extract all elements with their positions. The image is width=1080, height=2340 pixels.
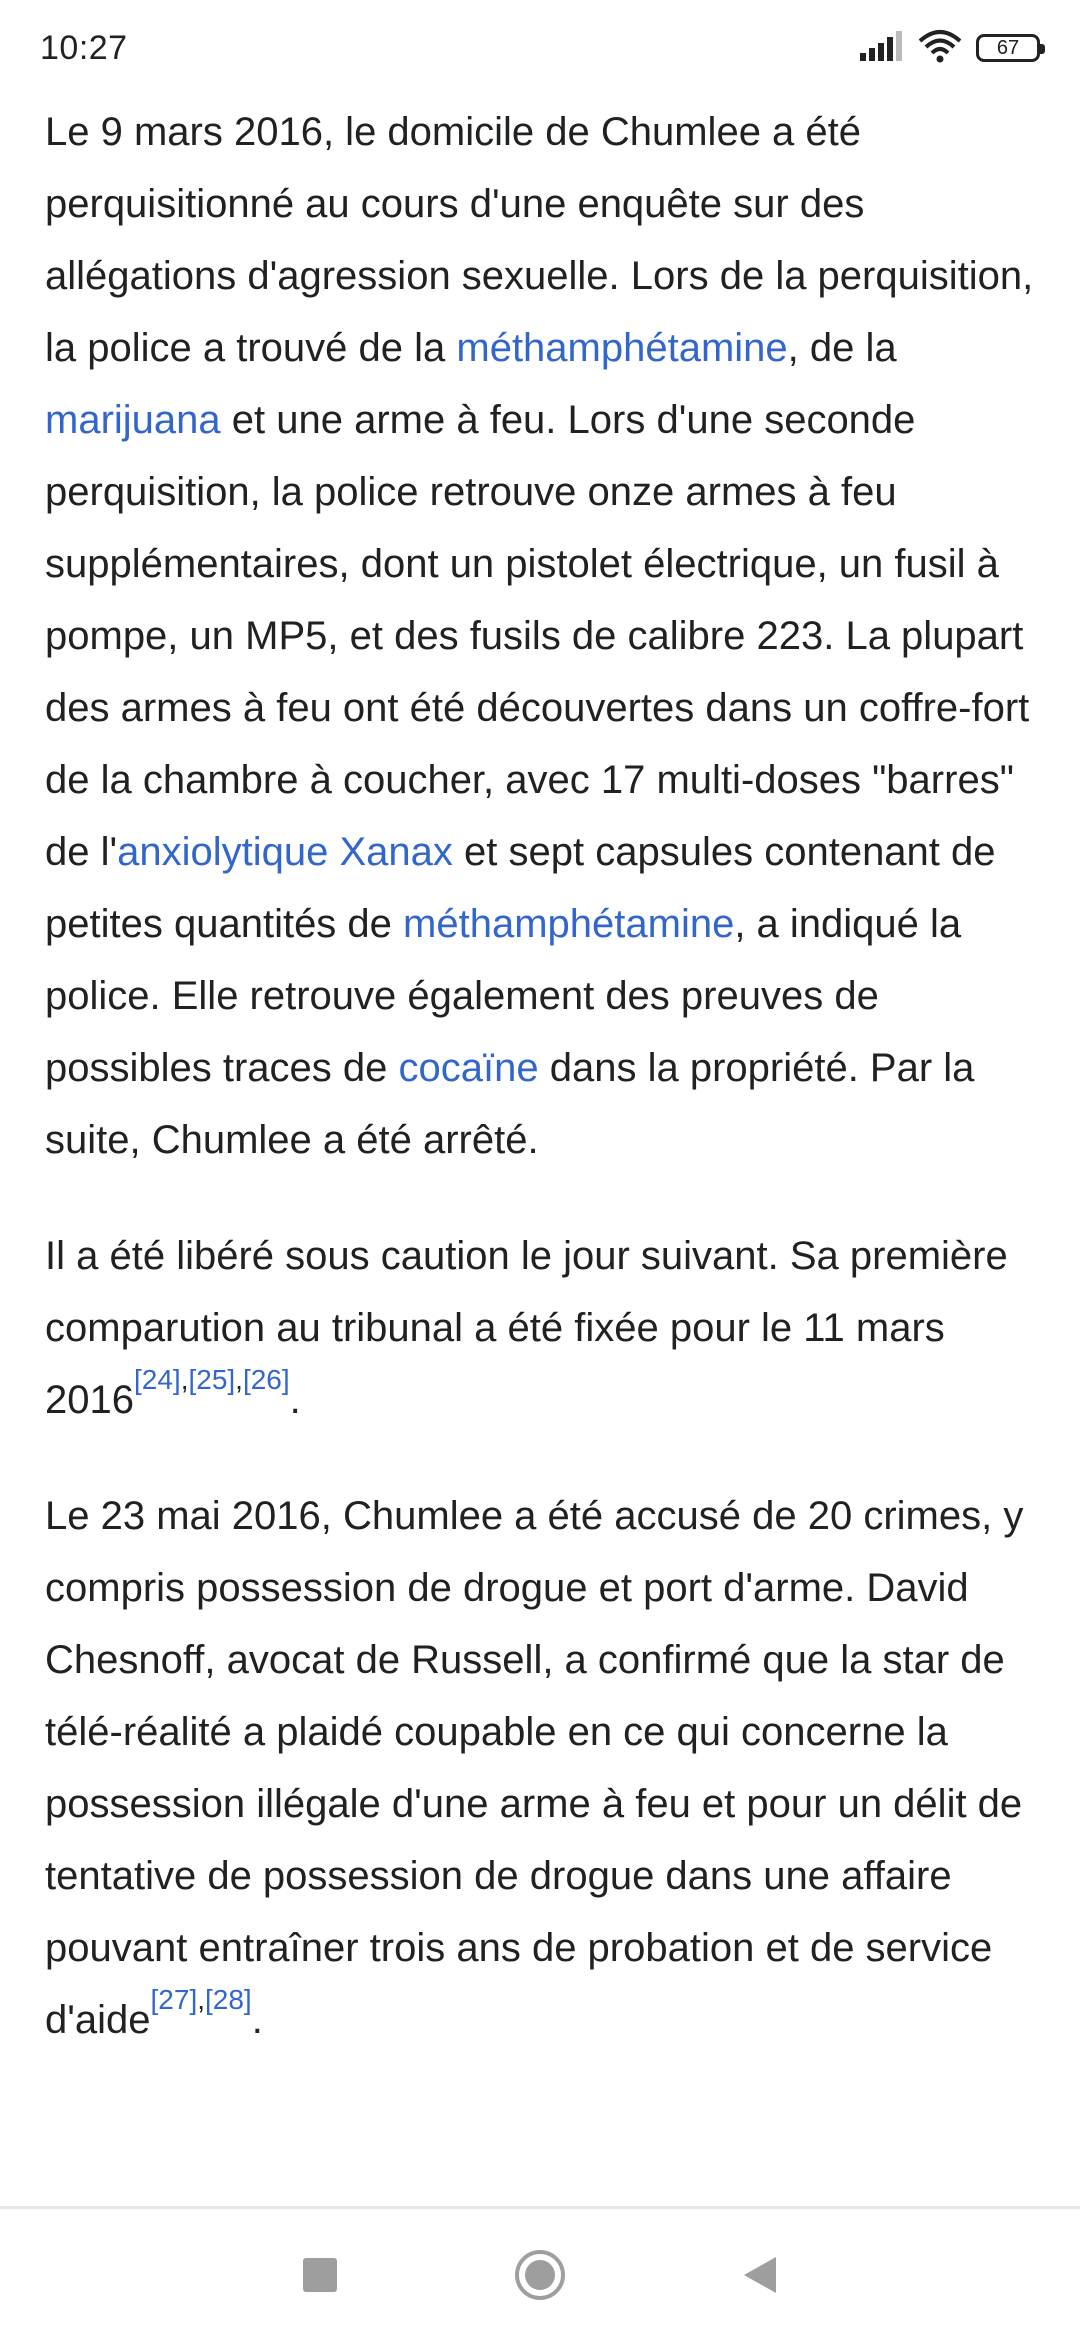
paragraph-text: Il a été libéré sous caution le jour suivant. Sa première comparution au tribunal a été fixée pour le 11 mars 2016 bbox=[45, 1234, 1008, 1422]
status-icons bbox=[858, 29, 1040, 68]
paragraph-charges: Le 23 mai 2016, Chumlee a été accusé de 20 crimes, y compris possession de drogue et port d'arme. David Chesnoff, avocat de Russell, a confirmé que la star de télé-réalité a plaidé coupable en ce qui concerne la possession illégale d'une arme à feu et pour un délit de tentative de possession de drogue dans une affaire pouvant entraîner trois ans de probation et de service d'aide[27],[28]. bbox=[45, 1494, 1024, 2042]
square-icon bbox=[300, 2255, 340, 2295]
ref-25[interactable]: [25] bbox=[188, 1364, 236, 1396]
paragraph-text: . bbox=[289, 1378, 301, 1422]
article-body bbox=[45, 96, 1045, 2100]
paragraph-text: Le 23 mai 2016, Chumlee a été accusé de 20 crimes, y compris possession de drogue et port d'arme. David Chesnoff, avocat de Russell, a confirmé que la star de télé-réalité a plaidé coupable en ce qui concerne la possession illégale d'une arme à feu et pour un délit de tentative de possession de drogue dans une affaire pouvant entraîner trois ans de probation et de service d'aide bbox=[45, 1494, 1024, 2042]
paragraph-text: . bbox=[251, 1998, 263, 2042]
link-anxiolytique-xanax[interactable]: anxiolytique Xanax bbox=[117, 830, 453, 874]
paragraph-text: , de la bbox=[787, 326, 897, 370]
ref-28[interactable]: [28] bbox=[205, 1984, 252, 2016]
link-methamphetamine-2[interactable]: méthamphétamine bbox=[403, 902, 735, 946]
status-bar bbox=[0, 0, 1080, 96]
ref-27[interactable]: [27] bbox=[150, 1984, 198, 2016]
paragraph-bail: Il a été libéré sous caution le jour suivant. Sa première comparution au tribunal a été fixée pour le 11 mars 2016[24],[25],[26]. bbox=[45, 1234, 1008, 1422]
paragraph-text: dans la propriété. Par la suite, Chumlee a été arrêté. bbox=[45, 1046, 975, 1162]
wifi-icon bbox=[918, 29, 962, 68]
paragraph-text: et une arme à feu. Lors d'une seconde perquisition, la police retrouve onze armes à feu supplémentaires, dont un pistolet électrique, un fusil à pompe, un MP5, et des fusils de calibre 223. La plupart des armes à feu ont été découvertes dans un coffre-fort de la chambre à coucher, avec 17 multi-doses "barres" de l' bbox=[45, 398, 1030, 874]
link-marijuana[interactable]: marijuana bbox=[45, 398, 221, 442]
navigation-bar bbox=[0, 2206, 1080, 2340]
ref-24[interactable]: [24] bbox=[133, 1364, 181, 1396]
link-cocaine[interactable]: cocaïne bbox=[398, 1046, 539, 1090]
status-time: 10:27 bbox=[40, 28, 128, 67]
battery-icon bbox=[976, 34, 1040, 62]
paragraph-text: , a indiqué la police. Elle retrouve également des preuves de possibles traces de bbox=[45, 902, 962, 1090]
back-button[interactable] bbox=[730, 2245, 790, 2305]
home-button[interactable] bbox=[510, 2245, 570, 2305]
link-methamphetamine[interactable]: méthamphétamine bbox=[456, 326, 788, 370]
paragraph-text: et sept capsules contenant de petites quantités de bbox=[45, 830, 996, 946]
signal-icon bbox=[858, 31, 904, 66]
battery-level: 67 bbox=[996, 36, 1020, 59]
recents-button[interactable] bbox=[290, 2245, 350, 2305]
home-circle-icon bbox=[512, 2247, 568, 2303]
ref-26[interactable]: [26] bbox=[242, 1364, 290, 1396]
paragraph-text: Le 9 mars 2016, le domicile de Chumlee a été perquisitionné au cours d'une enquête sur des allégations d'agression sexuelle. Lors de la perquisition, la police a trouvé de la bbox=[45, 110, 1034, 370]
paragraph-arrest bbox=[45, 96, 1045, 1176]
back-triangle-icon bbox=[738, 2253, 782, 2297]
